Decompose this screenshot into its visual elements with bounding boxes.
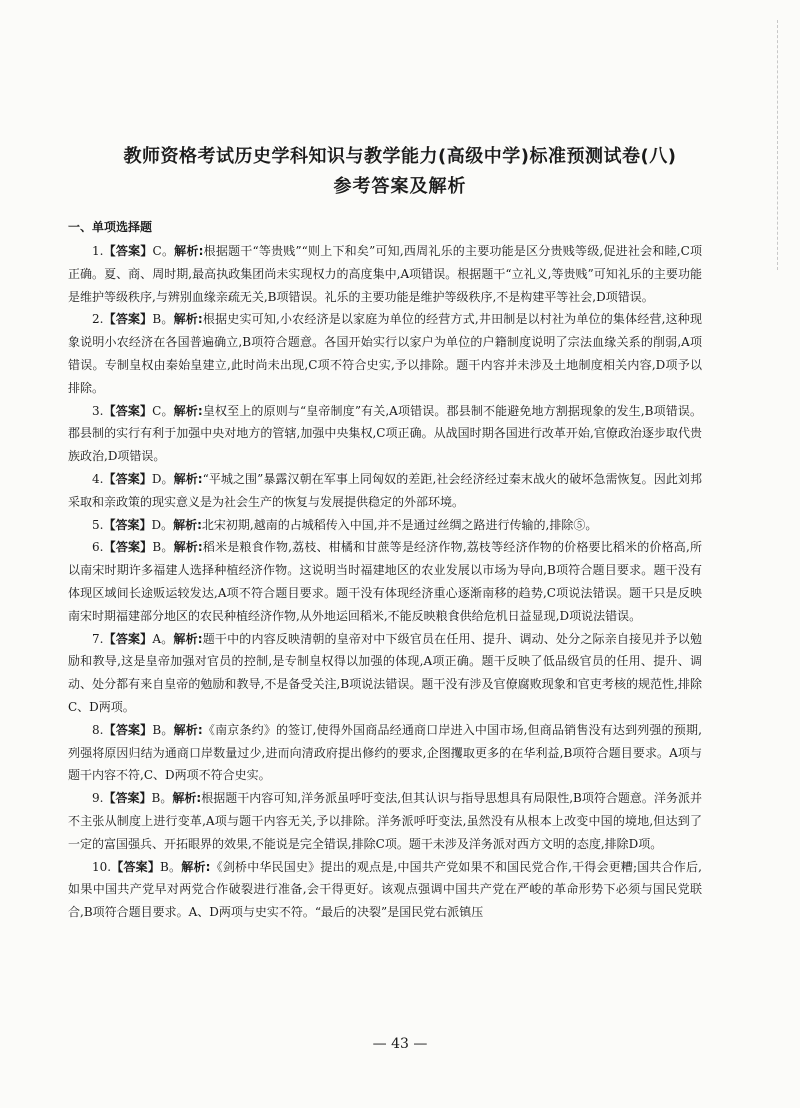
- answer-item: [68, 719, 702, 787]
- analysis-text: “平城之围”暴露汉朝在军事上同匈奴的差距,社会经济经过秦末战火的破坏急需恢复。因此刘邦采取和亲政策的现实意义是为社会生产的恢复与发展提供稳定的外部环境。: [68, 471, 702, 509]
- analysis-tag: 解析:: [173, 631, 203, 646]
- analysis-text: 根据史实可知,小农经济是以家庭为单位的经营方式,井田制是以村社为单位的集体经营,这种现象说明小农经济在各国普遍确立,B项符合题意。各国开始实行以家户为单位的户籍制度说明了宗法血缘关系的削弱,A项错误。专制皇权由秦始皇建立,此时尚未出现,C项不符合史实,予以排除。题干内容并未涉及土地制度相关内容,D项予以排除。: [68, 312, 702, 395]
- answer-choice: D。: [151, 517, 174, 532]
- analysis-tag: 解析:: [173, 540, 203, 555]
- answer-tag: 【答案】: [111, 859, 161, 874]
- answer-item: [68, 787, 702, 855]
- question-number: 5.: [92, 517, 104, 532]
- analysis-text: 稻米是粮食作物,荔枝、柑橘和甘蔗等是经济作物,荔枝等经济作物的价格要比稻米的价格高,所以南宋时期许多福建人选择种植经济作物。这说明当时福建地区的农业发展以市场为导向,B项符合题目要求。题干没有体现区域间长途贩运较发达,A项不符合题目要求。题干没有体现经济重心逐渐南移的趋势,C项说法错误。题干只是反映南宋时期福建部分地区的农民种植经济作物,从外地运回稻米,不能反映粮食供给危机日益显现,D项说法错误。: [68, 540, 702, 623]
- analysis-tag: 解析:: [172, 791, 202, 806]
- answer-choice: D。: [151, 471, 174, 486]
- answer-item: [68, 536, 702, 627]
- answer-item: [68, 468, 702, 514]
- answer-item: [68, 514, 702, 537]
- answer-choice: B。: [151, 791, 173, 806]
- answer-choice: A。: [152, 631, 174, 646]
- answer-tag: 【答案】: [103, 471, 152, 486]
- analysis-text: 皇权至上的原则与“皇帝制度”有关,A项错误。郡县制不能避免地方割据现象的发生,B项错误。郡县制的实行有利于加强中央对地方的管辖,加强中央集权,C项正确。从战国时期各国进行改革开始,官僚政治逐步取代贵族政治,D项错误。: [68, 403, 702, 464]
- answer-choice: C。: [152, 403, 174, 418]
- question-number: 2.: [92, 312, 104, 327]
- answer-tag: 【答案】: [103, 631, 153, 646]
- answer-item: [68, 400, 702, 468]
- answer-choice: B。: [160, 859, 182, 874]
- answer-choice: C。: [152, 244, 175, 258]
- question-number: 7.: [92, 631, 104, 646]
- question-number: 9.: [92, 791, 104, 806]
- question-number: 10.: [92, 859, 112, 874]
- answer-tag: 【答案】: [103, 722, 153, 737]
- analysis-text: 《南京条约》的签订,使得外国商品经通商口岸进入中国市场,但商品销售没有达到列强的预期,列强将原因归结为通商口岸数量过少,进而向清政府提出修约的要求,企图攫取更多的在华利益,B项符合题目要求。A项与题干内容不符,C、D两项不符合史实。: [68, 722, 702, 783]
- page-number: — 43 —: [372, 1036, 428, 1052]
- question-number: 3.: [92, 403, 104, 418]
- section-heading: 一、单项选择题: [68, 220, 153, 234]
- answer-tag: 【答案】: [103, 403, 153, 418]
- answer-item: [68, 628, 702, 719]
- analysis-tag: 解析:: [173, 517, 202, 532]
- answer-item: [68, 240, 702, 308]
- analysis-text: 根据题干“等贵贱”“则上下和矣”可知,西周礼乐的主要功能是区分贵贱等级,促进社会和睦,C项正确。夏、商、周时期,最高执政集团尚未实现权力的高度集中,A项错误。根据题干“立礼义,等贵贱”可知礼乐的主要功能是维护等级秩序,与辨别血缘亲疏无关,B项错误。礼乐的主要功能是维护等级秩序,不是构建平等社会,D项错误。: [68, 244, 702, 304]
- answer-tag: 【答案】: [103, 540, 153, 555]
- analysis-tag: 解析:: [173, 471, 203, 486]
- document-subtitle: 参考答案及解析: [333, 176, 467, 197]
- question-number: 4.: [92, 471, 104, 486]
- answer-tag: 【答案】: [103, 244, 153, 258]
- analysis-text: 根据题干内容可知,洋务派虽呼吁变法,但其认识与指导思想具有局限性,B项符合题意。洋务派并不主张从制度上进行变革,A项与题干内容无关,予以排除。洋务派呼吁变法,虽然没有从根本上改变中国的境地,但达到了一定的富国强兵、开拓眼界的效果,不能说是完全错误,排除C项。题干未涉及洋务派对西方文明的态度,排除D项。: [68, 791, 702, 851]
- analysis-tag: 解析:: [173, 403, 203, 418]
- analysis-text: 北宋初期,越南的占城稻传入中国,并不是通过丝绸之路进行传输的,排除⑤。: [201, 517, 598, 532]
- analysis-text: 《剑桥中华民国史》提出的观点是,中国共产党如果不和国民党合作,干得会更糟;国共合作后,如果中国共产党早对两党合作破裂进行准备,会干得更好。该观点强调中国共产党在严峻的革命形势下必须与国民党联合,B项符合题目要求。A、D两项与史实不符。“最后的决裂”是国民党右派镇压: [68, 859, 702, 920]
- answer-item: [68, 856, 702, 924]
- answer-choice: B。: [152, 722, 174, 737]
- analysis-tag: 解析:: [174, 244, 204, 258]
- analysis-tag: 解析:: [173, 312, 203, 327]
- analysis-tag: 解析:: [181, 859, 211, 874]
- answer-item: [68, 308, 702, 399]
- question-number: 1.: [92, 244, 104, 258]
- answer-tag: 【答案】: [103, 312, 153, 327]
- analysis-tag: 解析:: [173, 722, 203, 737]
- question-number: 8.: [92, 722, 104, 737]
- answer-choice: B。: [152, 540, 174, 555]
- answer-list: [68, 240, 702, 924]
- binding-margin-mark: [776, 20, 778, 270]
- question-number: 6.: [92, 540, 104, 555]
- answer-choice: B。: [152, 312, 174, 327]
- answer-tag: 【答案】: [103, 517, 152, 532]
- answer-tag: 【答案】: [103, 791, 152, 806]
- analysis-text: 题干中的内容反映清朝的皇帝对中下级官员在任用、提升、调动、处分之际亲自接见并予以勉励和教导,这是皇帝加强对官员的控制,是专制皇权得以加强的体现,A项正确。题干反映了低品级官员的任用、提升、调动、处分都有来自皇帝的勉励和教导,不是备受关注,B项说法错误。题干没有涉及官僚腐败现象和官吏考核的规范性,排除C、D两项。: [68, 631, 702, 714]
- document-title: 教师资格考试历史学科知识与教学能力(高级中学)标准预测试卷(八): [123, 146, 677, 167]
